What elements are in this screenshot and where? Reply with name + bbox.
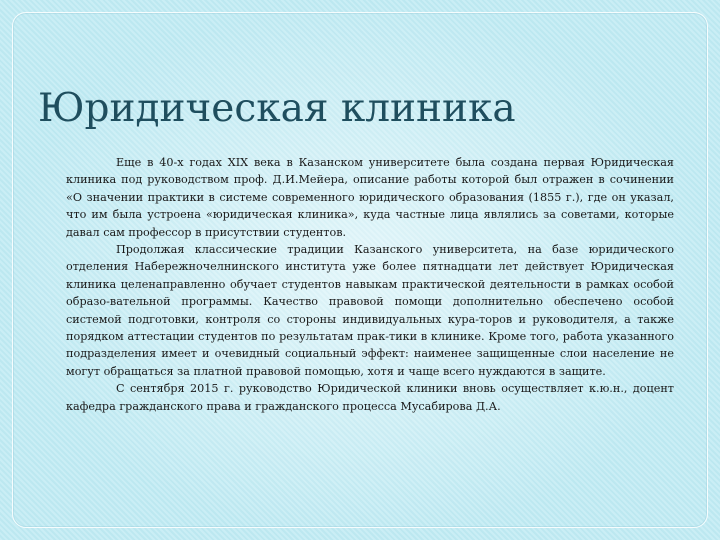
slide-body — [66, 154, 674, 415]
paragraph-leadership: С сентября 2015 г. руководство Юридической клиники вновь осуществляет к.ю.н., доцент кафедра гражданского права и гражданского процесса Мусабирова Д.А. — [66, 382, 674, 413]
paragraph-current-clinic: Продолжая классические традиции Казанского университета, на базе юридического отделения Набережночелнинского института уже более пятнадцати лет действует Юридическая клиника целенаправленно обучает студентов навыкам практической деятельности в рамках особой образо-вательной программы. Качество правовой помощи дополнительно обеспечено особой системой подготовки, контроля со стороны индивидуальных кура-торов и руководителя, а также порядком аттестации студентов по результатам прак-тики в клинике. Кроме того, работа указанного подразделения имеет и очевидный социальный эффект: наименее защищенные слои население не могут обращаться за платной правовой помощью, хотя и чаще всего нуждаются в защите. — [66, 243, 674, 378]
paragraph-history: Еще в 40-х годах XIX века в Казанском университете была создана первая Юридическая клиника под руководством проф. Д.И.Мейера, описание работы которой был отражен в сочинении «О значении практики в системе современного юридического образования (1855 г.), где он указал, что им была устроена «юридическая клиника», куда частные лица являлись за советами, которые давал сам профессор в присутствии студентов. — [66, 156, 674, 239]
slide-title: Юридическая клиника — [38, 86, 516, 131]
